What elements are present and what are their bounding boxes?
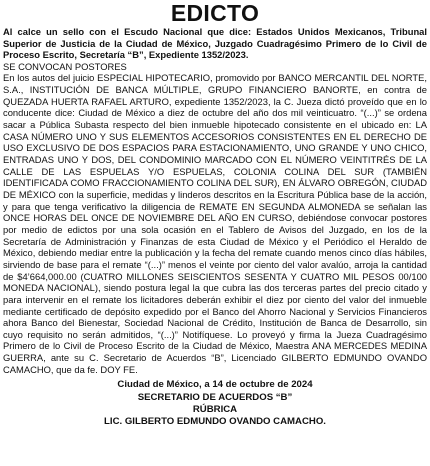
signer-name: LIC. GILBERTO EDMUNDO OVANDO CAMACHO. (104, 416, 326, 428)
edict-title: EDICTO (170, 0, 260, 26)
seal-description: Al calce un sello con el Escudo Nacional que dice: Estados Unidos Mexicanos, Tribunal Superior de Justicia de la Ciudad de México, Juzgado Cuadragésimo Primero de lo Civil de Proceso Escrito, Secretaría “B”, Expediente 1352/2023. (3, 26, 427, 61)
edict-body: En los autos del juicio ESPECIAL HIPOTECARIO, promovido por BANCO MERCANTIL DEL NORTE, S.A., INSTITUCIÓN DE BANCA MÚLTIPLE, GRUPO FINANCIERO BANORTE, en contra de QUEZADA HUERTA RAFAEL ARTURO, expediente 1352/2023, la C. Jueza dictó proveído que en lo conducente dice: Ciudad de México a diez de octubre del año dos mil veinticuatro. “(...)” se ordena sacar a Pública Subasta respecto del bien inmueble hipotecado consistente en el ubicado en: LA CASA NÚMERO UNO Y SUS ELEMENTOS ACCESORIOS CONSISTENTES EN EL DERECHO DE USO EXCLUSIVO DE DOS ESPACIOS PARA ESTACIONAMIENTO, UNO GRANDE Y UNO CHICO, ENTRADAS UNO Y DOS, DEL CONDOMINIO MARCADO CON EL NÚMERO VEINTITRÉS DE LA CALLE DE LAS ESPUELAS Y/O ESPUELAS, COLONIA COLINA DEL SUR (TAMBIÉN IDENTIFICADA COMO FRACCIONAMIENTO COLINA DEL SUR), EN ÁLVARO OBREGÓN, CIUDAD DE MÉXICO con la superficie, medidas y linderos descritos en la Escritura Pública base de la acción, y para que tenga verificativo la diligencia de REMATE EN SEGUNDA ALMONEDA se señalan las ONCE HORAS DEL ONCE DE NOVIEMBRE DEL AÑO EN CURSO, debiéndose convocar postores por medio de edictos por una sola ocasión en el Tablero de Avisos del Juzgado, en los de la Secretaría de Administración y Finanzas de esta Ciudad de México y el Periódico el Heraldo de México, debiendo mediar entre la publicación y la fecha del remate cuando menos cinco días hábiles, sirviendo de base para el remate “(...)” menos el veinte por ciento del valor avalúo, arroja la cantidad de $4’664,000.00 (CUATRO MILLONES SEISCIENTOS SESENTA Y CUATRO MIL PESOS 00/100 MONEDA NACIONAL), siendo postura legal la que cubra las dos terceras partes del precio citado y para intervenir en el remate los licitadores deberán exhibir el diez por ciento del valor del inmueble mediante certificado de depósito expedido por el Banco del Ahorro Nacional y Servicios Financieros ahora Banco del Bienestar, Sociedad Nacional de Crédito, Institución de Banca de Desarrollo, sin cuyo requisito no serán admitidos, “(...)” Notifíquese. Lo proveyó y firma la Jueza Cuadragésimo Primero de lo Civil de Proceso Escrito de la Ciudad de México, Maestra ANA MERCEDES MEDINA GUERRA, ante su C. Secretario de Acuerdos “B”, Licenciado GILBERTO EDMUNDO OVANDO CAMACHO, que da fe. DOY FE. (3, 72, 427, 375)
place-and-date: Ciudad de México, a 14 de octubre de 2024 (117, 379, 313, 391)
signature-block (3, 379, 427, 428)
signature-label: RÚBRICA (192, 404, 238, 416)
secretary-title: SECRETARIO DE ACUERDOS “B” (137, 391, 293, 403)
edict-notice (0, 1, 430, 466)
convocation-heading: SE CONVOCAN POSTORES (3, 60, 127, 72)
